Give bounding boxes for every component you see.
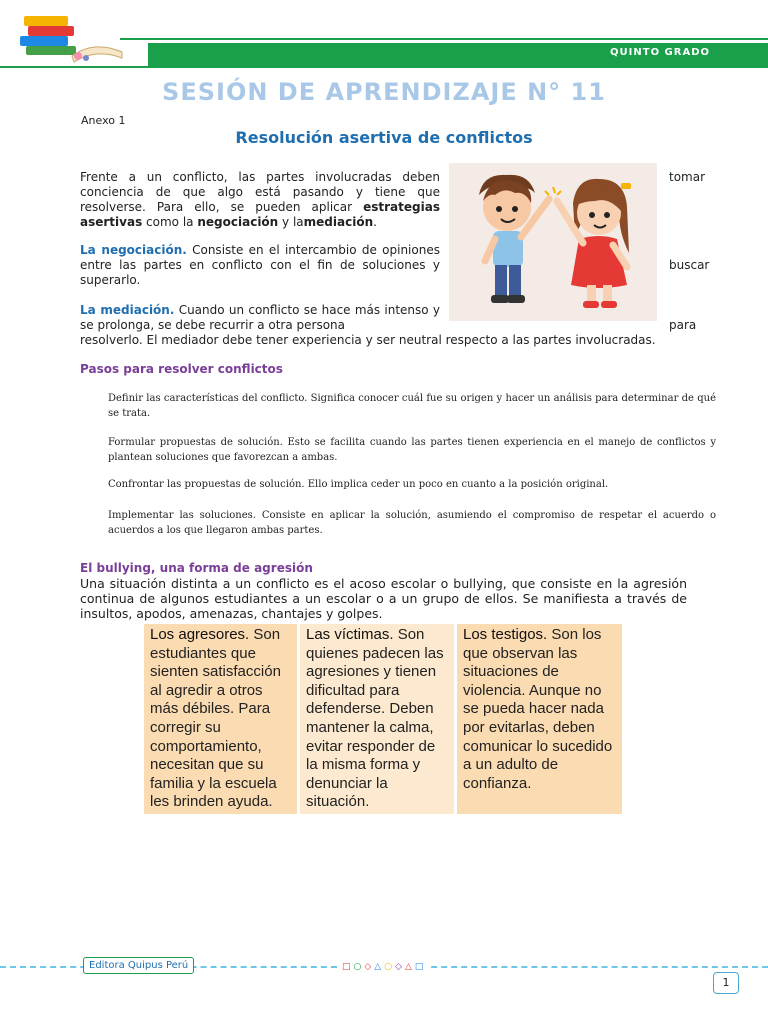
step-item (88, 435, 716, 465)
mediation-label: La mediación. (80, 303, 175, 317)
bullet-icon (88, 435, 108, 465)
steps-heading: Pasos para resolver conflictos (80, 362, 283, 376)
intro-text-end: . (373, 215, 377, 229)
role-title: Los agresores. (150, 626, 250, 643)
decorative-shapes-icon: □○◇△○◇△□ (342, 962, 427, 972)
negotiation-label: La negociación. (80, 243, 187, 257)
role-aggressors (144, 624, 297, 814)
intro-paragraph (80, 170, 440, 230)
step-text: Definir las características del conflicto. Significa conocer cuál fue su origen y hacer un análisis para determinar de qué se trata. (108, 393, 716, 419)
step-text: Formular propuestas de solución. Esto se facilita cuando las partes tienen experiencia en el manejo de conflictos y plantean soluciones que favorezcan a ambas. (108, 437, 716, 463)
mediation-paragraph (80, 303, 440, 333)
page-title: SESIÓN DE APRENDIZAJE N° 11 (162, 78, 606, 106)
intro-bold-negotiation: negociación (197, 215, 279, 229)
bullying-heading: El bullying, una forma de agresión (80, 561, 313, 575)
step-item (88, 508, 716, 538)
intro-text-d: y la (282, 215, 304, 229)
step-text: Implementar las soluciones. Consiste en aplicar la solución, asumiendo el compromiso de respetar el acuerdo o acuerdos a los que llegaron ambas partes. (108, 510, 716, 536)
role-title: Los testigos. (463, 626, 548, 643)
negotiation-end: soluciones y superarlo. (80, 258, 440, 287)
publisher-label: Editora Quipus Perú (83, 957, 194, 974)
intro-bold-strategies: estrategias asertivas (80, 200, 440, 229)
bullet-icon (88, 477, 108, 492)
step-item (88, 477, 716, 492)
header-underline (0, 66, 768, 68)
header-thin-line (120, 38, 768, 40)
bullet-icon (88, 391, 108, 421)
role-text: Son quienes padecen las agresiones y tienen dificultad para defenderse. Deben mantener la calma, evitar responder de la misma forma y denunciar la situación. (306, 626, 444, 811)
page-number: 1 (713, 972, 739, 994)
intro-text-b: conciencia de que algo está pasando y tiene que resolverse. Para ello, se pueden aplicar (80, 185, 440, 214)
grade-label: QUINTO GRADO (610, 47, 710, 58)
role-victims (300, 624, 454, 814)
role-text: Son estudiantes que sienten satisfacción al agredir a otros más débiles. Para corregir su comportamiento, necesitan que su familia y la escuela les brinden ayuda. (150, 626, 281, 811)
step-item (88, 391, 716, 421)
role-text: Son los que observan las situaciones de violencia. Aunque no se pueda hacer nada por evitarlas, deben comunicar lo sucedido a un adulto de confianza. (463, 626, 613, 792)
mediation-text: Cuando un conflicto se hace más intenso y se prolonga, se debe recurrir a otra persona (80, 303, 441, 332)
annex-label: Anexo 1 (81, 114, 126, 127)
section-subtitle: Resolución asertiva de conflictos (235, 128, 533, 147)
negotiation-paragraph (80, 243, 440, 288)
roles-table (144, 624, 622, 814)
intro-text-c: como la (146, 215, 194, 229)
intro-bold-mediation: mediación (303, 215, 374, 229)
intro-right-word: tomar (669, 170, 706, 184)
negotiation-right-word: buscar (669, 258, 710, 272)
bullet-icon (88, 508, 108, 538)
bullying-paragraph: Una situación distinta a un conflicto es el acoso escolar o bullying, que consiste en la agresión continua de algunos estudiantes a un escolar o a un grupo de ellos. Se manifiesta a través de insultos, apodos, amenazas, chantajes y golpes. (80, 576, 687, 621)
role-title: Las víctimas. (306, 626, 394, 643)
mediation-right-word: para (669, 318, 697, 332)
kids-high-five-illustration (449, 163, 657, 321)
mediation-end: resolverlo. El mediador debe tener experiencia y ser neutral respecto a las partes involucradas. (80, 333, 656, 347)
books-logo-icon (14, 12, 124, 68)
intro-text-a: Frente a un conflicto, las partes involucradas deben (80, 170, 440, 184)
negotiation-text: Consiste en el intercambio de opiniones entre las partes en conflicto con el fin de (80, 243, 440, 272)
step-text: Confrontar las propuestas de solución. Ello implica ceder un poco en cuanto a la posición original. (108, 479, 609, 490)
role-witnesses (457, 624, 622, 814)
